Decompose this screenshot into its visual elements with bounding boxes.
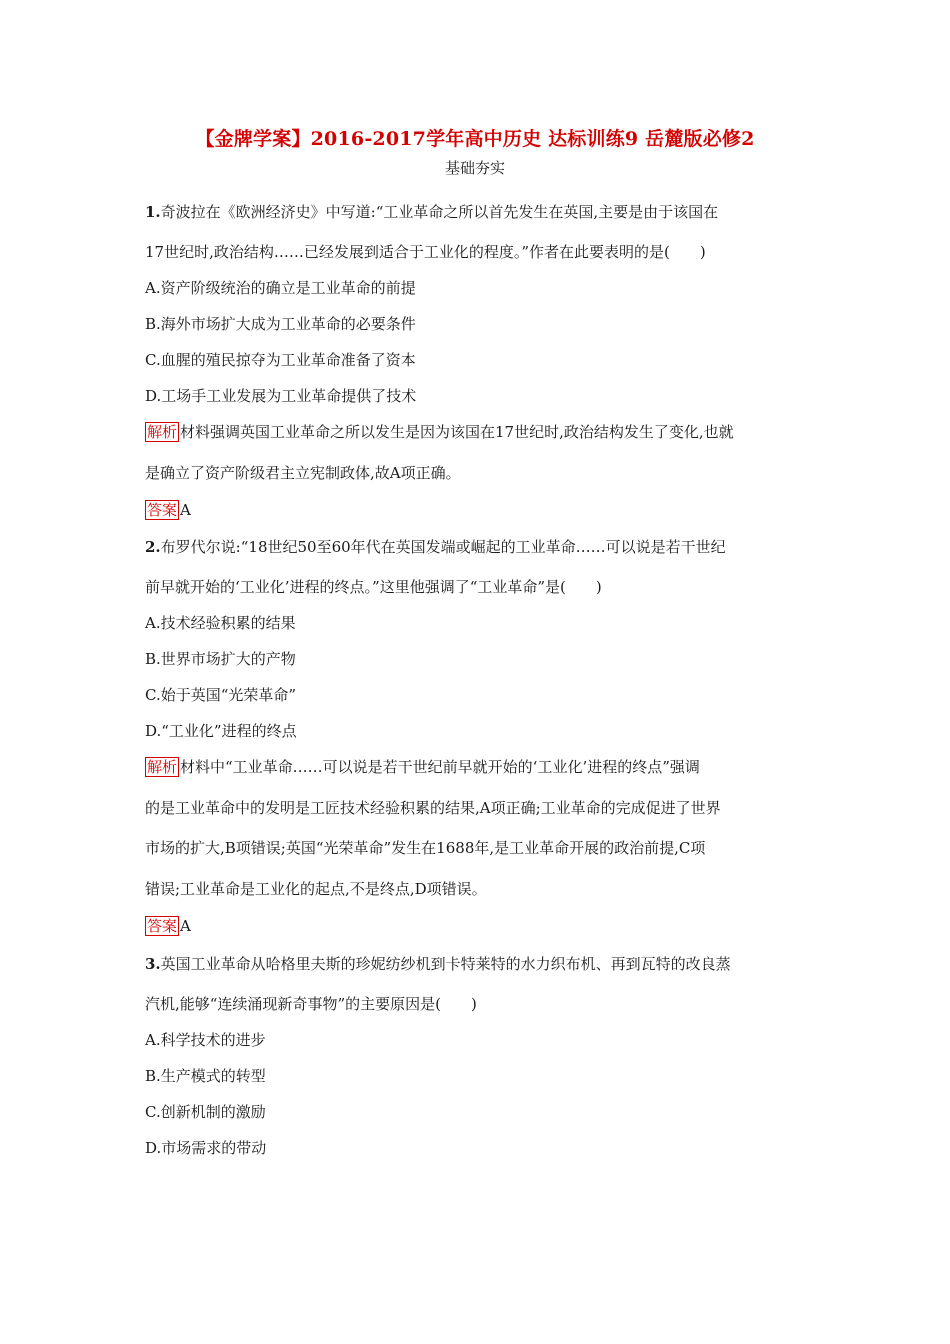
section-heading: 基础夯实 [444, 159, 505, 177]
question-3-option-d: D.市场需求的带动 [145, 1139, 267, 1157]
question-2-analysis-line-3: 市场的扩大,B项错误;英国“光荣革命”发生在1688年,是工业革命开展的政治前提,C项 [145, 839, 706, 857]
question-3-stem-line-1: 3.英国工业革命从哈格里夫斯的珍妮纺纱机到卡特莱特的水力织布机、再到瓦特的改良蒸 [145, 955, 731, 973]
question-1-option-b: B.海外市场扩大成为工业革命的必要条件 [145, 315, 416, 333]
question-1-option-a: A.资产阶级统治的确立是工业革命的前提 [145, 279, 416, 297]
question-1-analysis-line-1: 解析 材料强调英国工业革命之所以发生是因为该国在17世纪时,政治结构发生了变化,也就 [147, 423, 734, 441]
question-1-option-c: C.血腥的殖民掠夺为工业革命准备了资本 [145, 351, 416, 369]
analysis-tag: 解析 [147, 423, 178, 441]
question-2-option-c: C.始于英国“光荣革命” [145, 686, 297, 704]
answer-tag: 答案 [147, 917, 178, 935]
question-2-stem-line-2: 前早就开始的‘工业化’进程的终点。”这里他强调了“工业革命”是( ) [145, 578, 602, 596]
question-3-number: 3. [145, 955, 161, 973]
question-3-option-a: A.科学技术的进步 [145, 1031, 266, 1049]
analysis-tag: 解析 [147, 758, 178, 776]
question-2-analysis-line-2: 的是工业革命中的发明是工匠技术经验积累的结果,A项正确;工业革命的完成促进了世界 [145, 799, 721, 817]
question-1-stem-line-1: 1.奇波拉在《欧洲经济史》中写道:“工业革命之所以首先发生在英国,主要是由于该国在 [145, 203, 719, 221]
question-2-analysis-line-1: 解析 材料中“工业革命……可以说是若干世纪前早就开始的‘工业化’进程的终点”强调 [147, 758, 700, 776]
question-2-stem-line-1: 2.布罗代尔说:“18世纪50至60年代在英国发端或崛起的工业革命……可以说是若干世纪 [145, 538, 726, 556]
question-3-option-b: B.生产模式的转型 [145, 1067, 266, 1085]
question-2-number: 2. [145, 538, 161, 556]
question-1-number: 1. [145, 203, 161, 221]
question-3-stem-line-2: 汽机,能够“连续涌现新奇事物”的主要原因是( ) [145, 995, 477, 1013]
question-2-option-d: D.“工业化”进程的终点 [145, 722, 297, 740]
question-2-analysis-line-4: 错误;工业革命是工业化的起点,不是终点,D项错误。 [145, 880, 487, 898]
question-2-option-b: B.世界市场扩大的产物 [145, 650, 296, 668]
question-2-answer: 答案 A [147, 917, 191, 935]
question-2-option-a: A.技术经验积累的结果 [145, 614, 296, 632]
question-1-answer: 答案 A [147, 501, 191, 519]
question-1-option-d: D.工场手工业发展为工业革命提供了技术 [145, 387, 417, 405]
question-1-analysis-line-2: 是确立了资产阶级君主立宪制政体,故A项正确。 [145, 464, 461, 482]
document-title: 【金牌学案】2016-2017学年高中历史 达标训练9 岳麓版必修2 [195, 128, 755, 150]
question-3-option-c: C.创新机制的激励 [145, 1103, 266, 1121]
answer-tag: 答案 [147, 501, 178, 519]
question-1-stem-line-2: 17世纪时,政治结构……已经发展到适合于工业化的程度。”作者在此要表明的是( ) [145, 243, 706, 261]
